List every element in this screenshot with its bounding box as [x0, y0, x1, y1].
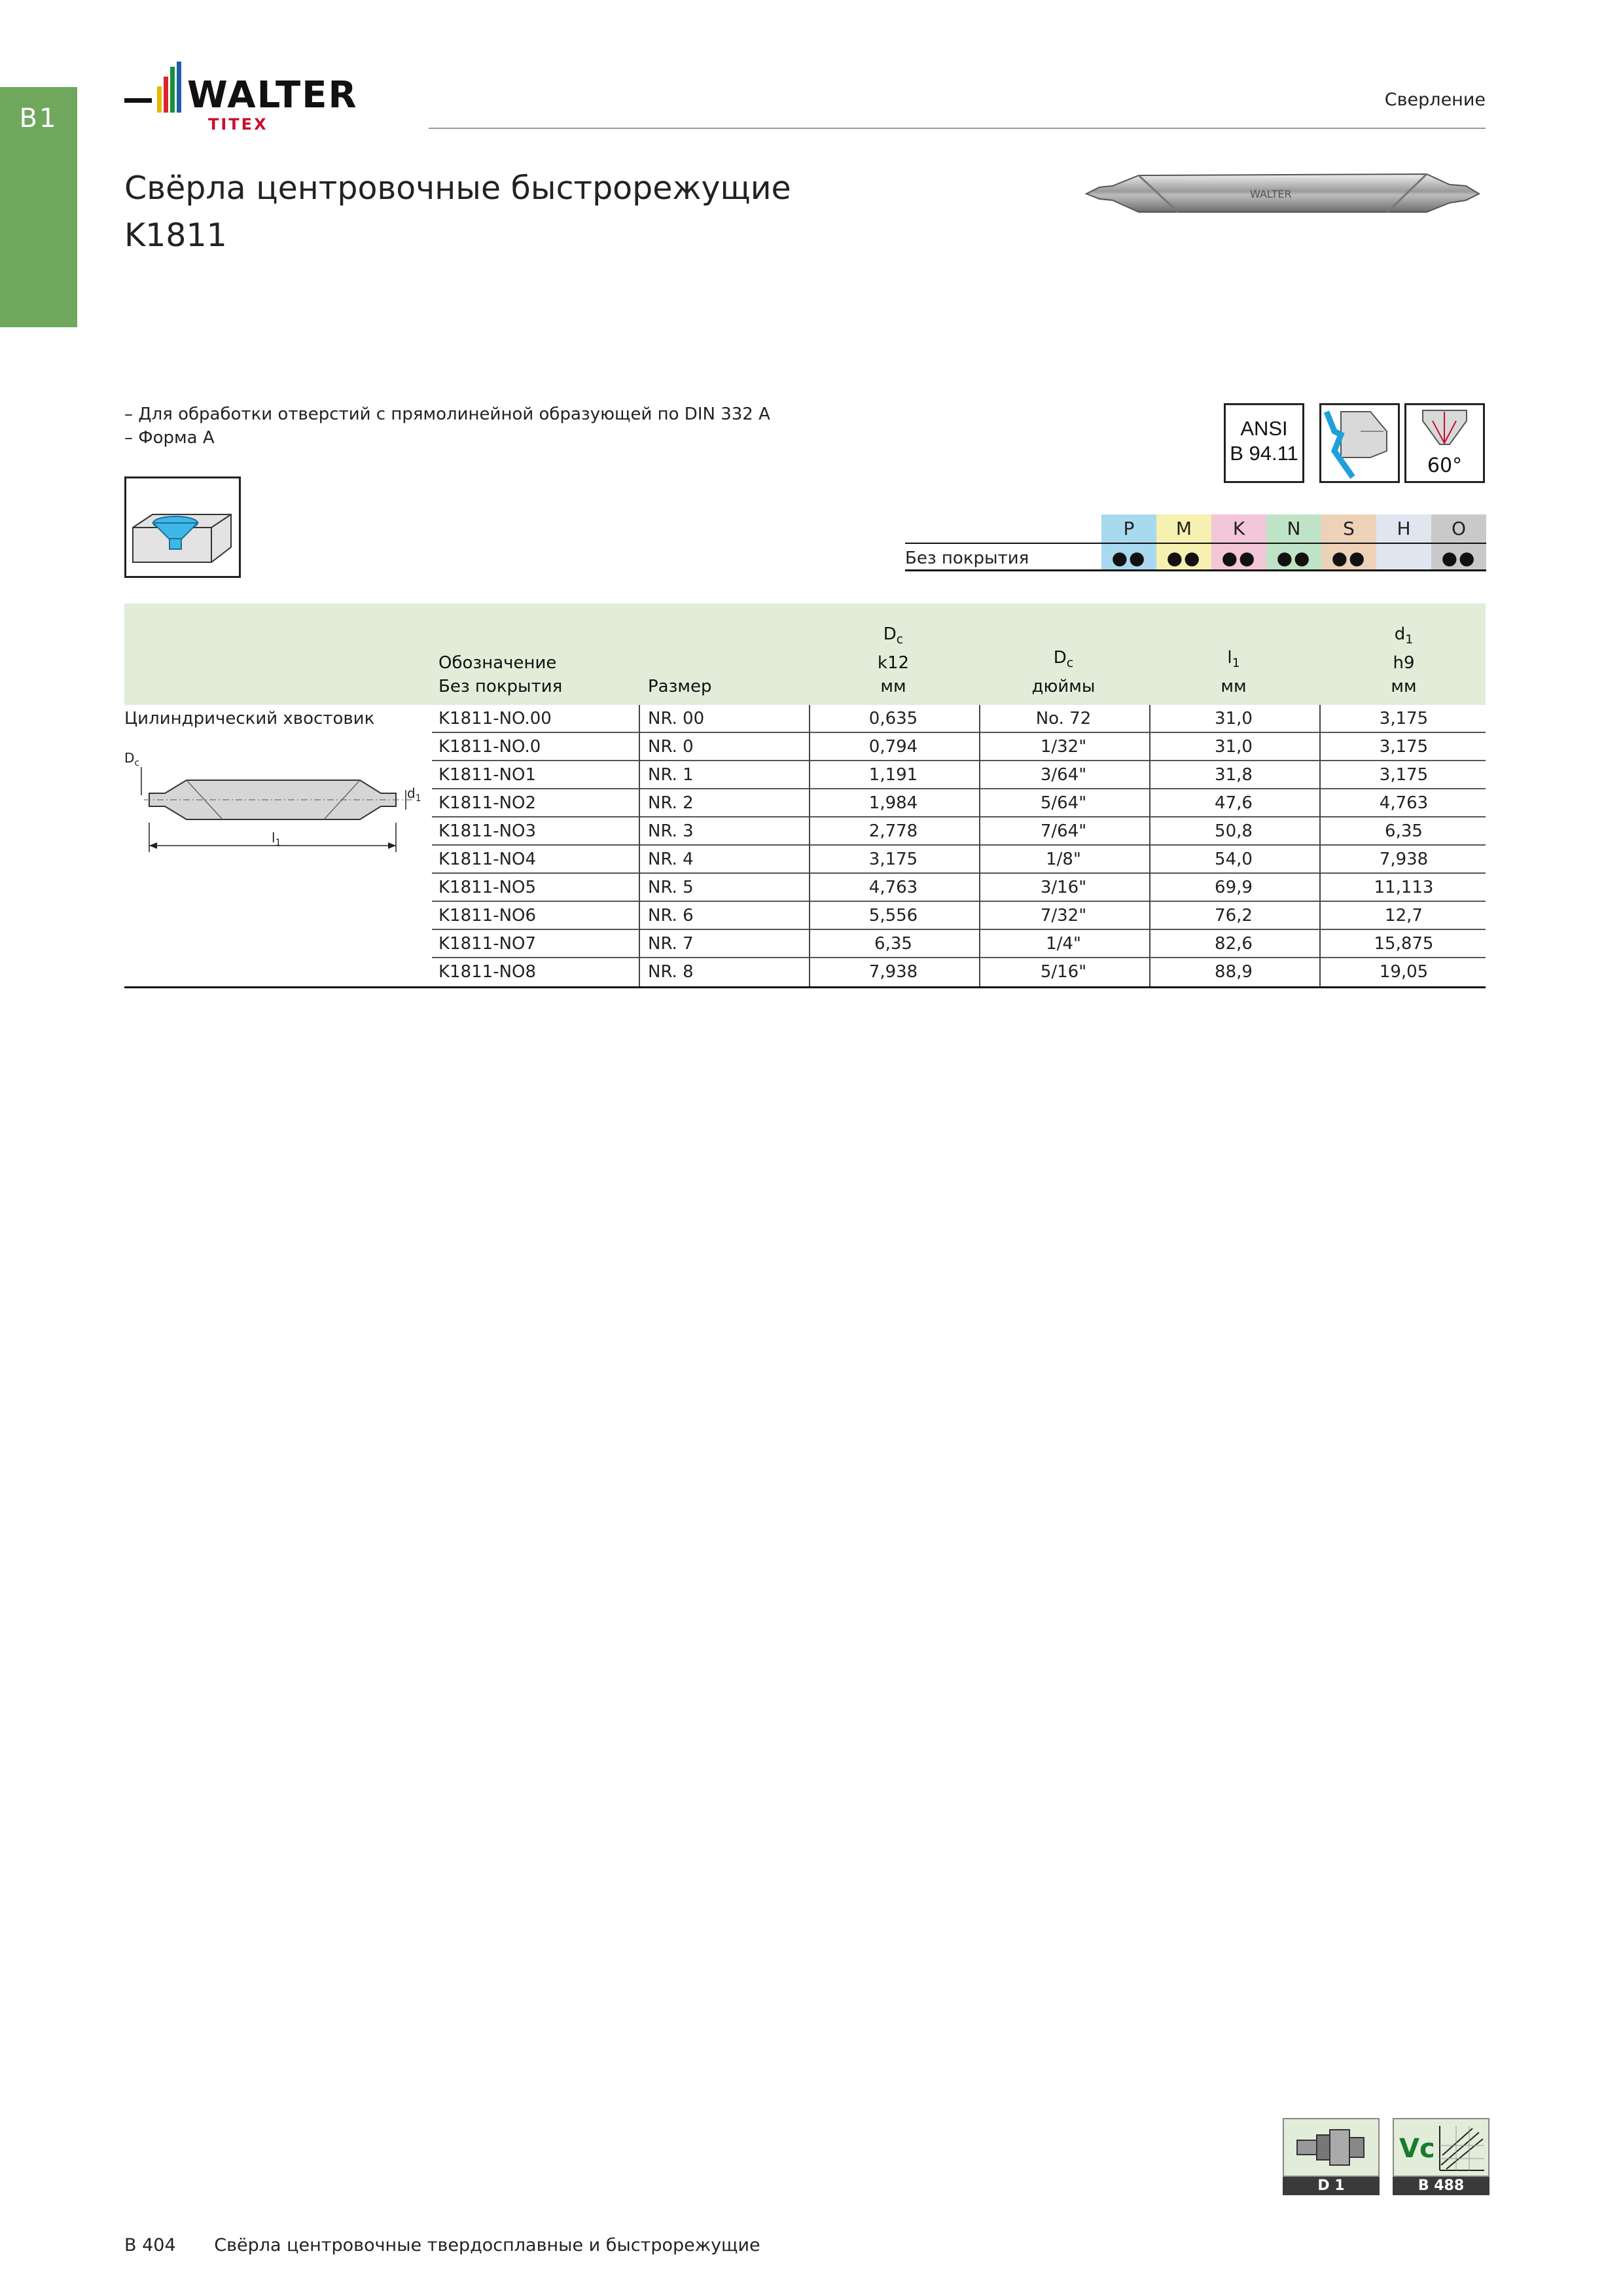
material-rating-row — [905, 543, 1486, 571]
title-line-1: Свёрла центровочные быстрорежущие — [124, 170, 791, 207]
cell-size: NR. 2 — [648, 793, 694, 813]
svg-text:Dc: $D_c$ — [124, 750, 140, 768]
table-row — [124, 789, 1486, 817]
cell-designation: K1811-NO8 — [438, 962, 537, 982]
cell-l1: 76,2 — [1215, 906, 1253, 925]
table-row — [124, 902, 1486, 930]
material-group-o: O — [1431, 514, 1486, 543]
cell-d1: 3,175 — [1379, 709, 1429, 728]
rating-k: ●● — [1211, 544, 1266, 569]
table-bottom-rule — [124, 986, 1486, 988]
cutting-speed-icon — [1393, 2118, 1489, 2177]
cell-d1: 3,175 — [1379, 765, 1429, 785]
col-dc-inch: $D_c$ дюймы — [1031, 647, 1096, 696]
table-rows — [124, 705, 1486, 986]
shank-type-label: Цилиндрический хвостовик — [124, 709, 375, 728]
rating-s: ●● — [1321, 544, 1376, 569]
cell-designation: K1811-NO6 — [438, 906, 537, 925]
page-footer — [124, 2235, 760, 2255]
walter-titex-logo — [124, 60, 399, 132]
material-group-n: N — [1266, 514, 1321, 543]
footer-title: Свёрла центровочные твердосплавные и быстрорежущие — [214, 2235, 760, 2255]
rating-m: ●● — [1156, 544, 1211, 569]
cell-designation: K1811-NO4 — [438, 850, 537, 869]
column-divider — [1319, 705, 1321, 986]
material-group-h: H — [1376, 514, 1431, 543]
cell-size: NR. 8 — [648, 962, 694, 982]
cell-l1: 82,6 — [1215, 934, 1253, 954]
cell-designation: K1811-NO3 — [438, 821, 537, 841]
cell-dc-inch: 1/32" — [1040, 737, 1087, 757]
table-header — [124, 603, 1486, 705]
cell-size: NR. 1 — [648, 765, 694, 785]
material-group-k: K — [1211, 514, 1266, 543]
cell-d1: 7,938 — [1379, 850, 1429, 869]
table-row — [124, 705, 1486, 733]
cell-size: NR. 3 — [648, 821, 694, 841]
svg-text:Vc: Vc — [1399, 2134, 1435, 2164]
column-divider — [809, 705, 810, 986]
table-row — [124, 733, 1486, 761]
cell-size: NR. 5 — [648, 878, 694, 897]
cell-dc-mm: 4,763 — [868, 878, 918, 897]
cell-designation: K1811-NO.0 — [438, 737, 541, 757]
chapter-tab — [0, 87, 77, 327]
cell-l1: 47,6 — [1215, 793, 1253, 813]
point-angle-badge — [1404, 403, 1485, 483]
table-row — [124, 930, 1486, 958]
cell-l1: 31,0 — [1215, 737, 1253, 757]
tool-holder-icon — [1283, 2118, 1380, 2177]
cell-d1: 4,763 — [1379, 793, 1429, 813]
column-divider — [1149, 705, 1150, 986]
cell-d1: 19,05 — [1379, 962, 1429, 982]
cell-dc-mm: 7,938 — [868, 962, 918, 982]
cell-dc-inch: 5/64" — [1040, 793, 1087, 813]
header-rule — [429, 128, 1486, 129]
cell-size: NR. 4 — [648, 850, 694, 869]
ansi-number: B 94.11 — [1230, 442, 1298, 465]
column-divider — [979, 705, 980, 986]
col-designation: Обозначение Без покрытия — [438, 653, 563, 696]
cell-d1: 11,113 — [1374, 878, 1434, 897]
ansi-standard-badge — [1224, 403, 1304, 483]
cell-size: NR. 7 — [648, 934, 694, 954]
cell-dc-inch: 5/16" — [1040, 962, 1087, 982]
cell-l1: 54,0 — [1215, 850, 1253, 869]
cell-d1: 3,175 — [1379, 737, 1429, 757]
cutting-speed-reference[interactable] — [1393, 2118, 1489, 2195]
cell-dc-inch: 1/8" — [1046, 850, 1081, 869]
point-angle-value: 60° — [1427, 454, 1463, 477]
cell-dc-inch: 1/4" — [1046, 934, 1081, 954]
table-row — [124, 874, 1486, 902]
tool-form-icon — [1319, 403, 1400, 483]
rating-o: ●● — [1431, 544, 1486, 569]
page-number: B 404 — [124, 2235, 176, 2255]
material-group-header — [1101, 514, 1486, 543]
ansi-label: ANSI — [1240, 417, 1288, 440]
cell-dc-inch: 7/64" — [1040, 821, 1087, 841]
col-d1: $d_1$ h9 мм — [1391, 624, 1417, 696]
material-group-m: M — [1156, 514, 1211, 543]
tool-holder-reference[interactable] — [1283, 2118, 1380, 2195]
page-title — [124, 165, 791, 259]
cell-dc-mm: 6,35 — [874, 934, 912, 954]
cell-l1: 31,8 — [1215, 765, 1253, 785]
feature-item: – Форма A — [124, 428, 215, 448]
countersink-operation-icon — [124, 476, 241, 578]
feature-item: – Для обработки отверстий с прямолинейной образующей по DIN 332 A — [124, 404, 770, 424]
cell-dc-mm: 3,175 — [868, 850, 918, 869]
cell-dc-inch: 3/64" — [1040, 765, 1087, 785]
rating-n: ●● — [1266, 544, 1321, 569]
cell-designation: K1811-NO7 — [438, 934, 537, 954]
col-l1: $l_1$ мм — [1221, 647, 1247, 696]
cell-l1: 88,9 — [1215, 962, 1253, 982]
tool-holder-page-ref: D 1 — [1283, 2177, 1380, 2195]
table-row — [124, 817, 1486, 846]
cell-dc-inch: 3/16" — [1040, 878, 1087, 897]
section-label: Сверление — [1384, 90, 1486, 110]
cell-dc-inch: No. 72 — [1035, 709, 1092, 728]
column-divider — [639, 705, 640, 986]
title-line-2: K1811 — [124, 217, 227, 254]
cell-dc-mm: 0,635 — [868, 709, 918, 728]
rating-p: ●● — [1101, 544, 1156, 569]
chapter-tab-label: B1 — [19, 103, 58, 134]
cell-d1: 15,875 — [1374, 934, 1434, 954]
material-group-p: P — [1101, 514, 1156, 543]
cell-designation: K1811-NO1 — [438, 765, 537, 785]
cell-size: NR. 6 — [648, 906, 694, 925]
cell-d1: 12,7 — [1385, 906, 1423, 925]
cell-dc-inch: 7/32" — [1040, 906, 1087, 925]
rating-h — [1376, 544, 1431, 569]
cutting-speed-page-ref: B 488 — [1393, 2177, 1489, 2195]
cell-dc-mm: 2,778 — [868, 821, 918, 841]
cell-dc-mm: 0,794 — [868, 737, 918, 757]
cell-designation: K1811-NO5 — [438, 878, 537, 897]
cell-dc-mm: 1,191 — [868, 765, 918, 785]
table-row — [124, 761, 1486, 789]
table-row — [124, 846, 1486, 874]
cell-size: NR. 0 — [648, 737, 694, 757]
center-drill-photo — [1073, 157, 1486, 229]
logo-brand: WALTER — [187, 74, 358, 117]
col-dc-mm: $D_c$ k12 мм — [877, 624, 910, 696]
material-group-s: S — [1321, 514, 1376, 543]
coating-label: Без покрытия — [905, 548, 1029, 568]
col-size: Размер — [648, 677, 712, 696]
table-row — [124, 958, 1486, 986]
cell-d1: 6,35 — [1385, 821, 1423, 841]
cell-l1: 50,8 — [1215, 821, 1253, 841]
cell-size: NR. 00 — [648, 709, 705, 728]
cell-dc-mm: 1,984 — [868, 793, 918, 813]
table-body — [124, 705, 1486, 986]
svg-text:d1: $d_1$ — [407, 785, 421, 804]
feature-list — [124, 403, 770, 450]
cell-l1: 31,0 — [1215, 709, 1253, 728]
svg-text:WALTER: WALTER — [1250, 188, 1292, 200]
cell-dc-mm: 5,556 — [868, 906, 918, 925]
logo-sub: TITEX — [208, 115, 268, 132]
cell-l1: 69,9 — [1215, 878, 1253, 897]
product-table — [124, 603, 1486, 986]
cell-designation: K1811-NO2 — [438, 793, 537, 813]
cell-designation: K1811-NO.00 — [438, 709, 552, 728]
material-suitability-table — [905, 514, 1486, 571]
svg-text:l1: $l_1$ — [272, 830, 281, 848]
